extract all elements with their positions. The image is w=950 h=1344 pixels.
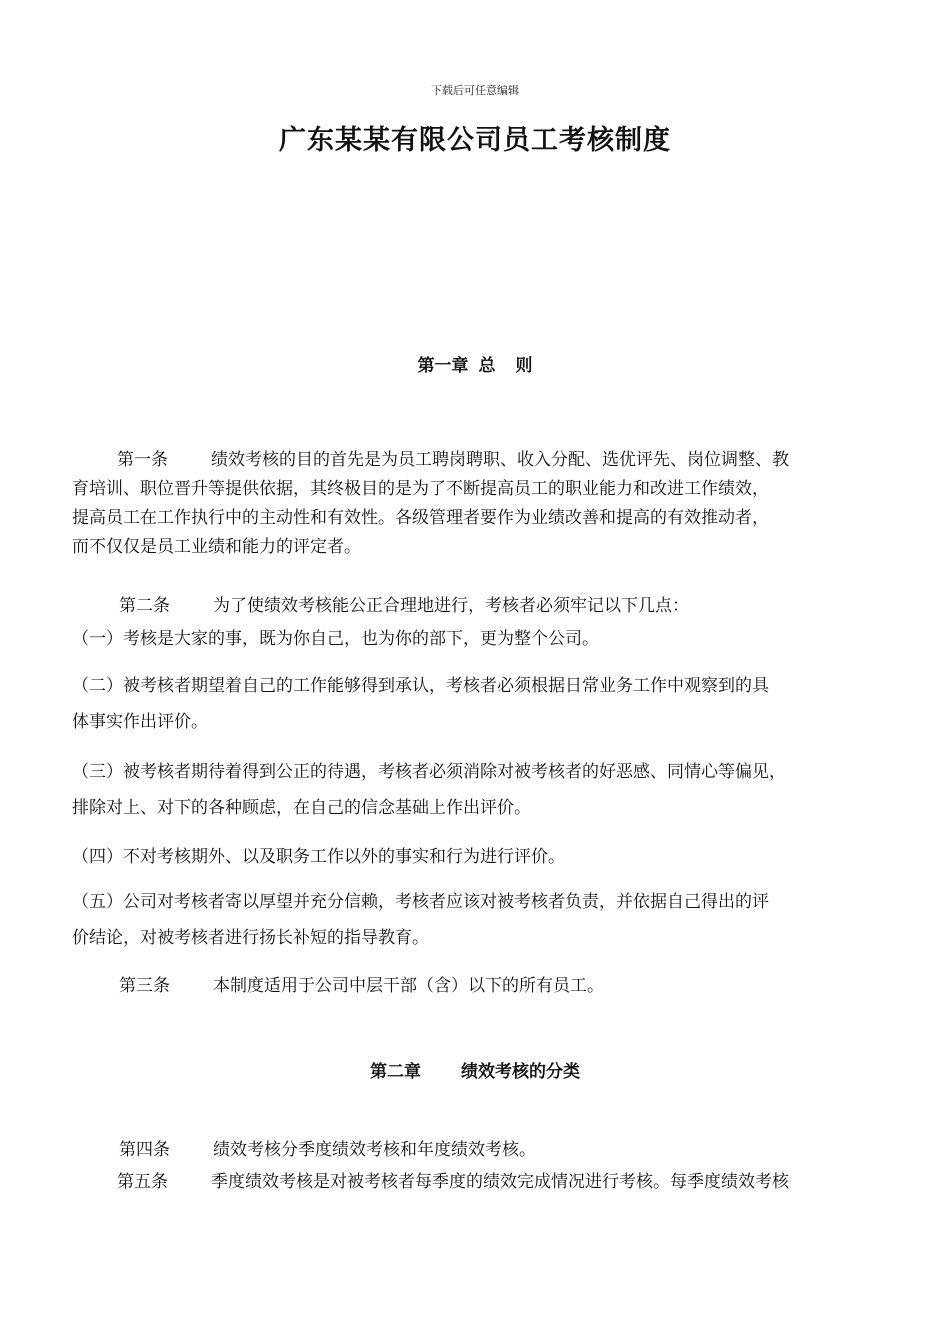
- list-item-5-line-2: 价结论，对被考核者进行扬长补短的指导教育。: [72, 928, 429, 948]
- list-item-3-line-2: 排除对上、对下的各种顾虑，在自己的信念基础上作出评价。: [72, 798, 531, 818]
- list-item-2-line-1: （二）被考核者期望着自己的工作能够得到承认，考核者必须根据日常业务工作中观察到的具: [72, 676, 769, 696]
- article-4-line: [72, 1136, 882, 1165]
- article-3-text: 本制度适用于公司中层干部（含）以下的所有员工。: [213, 976, 604, 996]
- article-3: [72, 972, 882, 1001]
- article-4-text: 绩效考核分季度绩效考核和年度绩效考核。: [213, 1140, 536, 1160]
- list-item-4-line-1: （四）不对考核期外、以及职务工作以外的事实和行为进行评价。: [72, 847, 565, 867]
- article-1-text-4: 而不仅仅是员工业绩和能力的评定者。: [72, 537, 361, 557]
- article-3-line: [72, 972, 882, 1001]
- list-item-3-line-1: （三）被考核者期待着得到公正的待遇，考核者必须消除对被考核者的好恶感、同情心等偏见，: [72, 762, 786, 782]
- chapter-2-name: 绩效考核的分类: [461, 1062, 580, 1082]
- chapter-1-number: 第一章: [417, 356, 469, 376]
- article-1-label: 第一条: [117, 450, 168, 470]
- list-item-2: [72, 672, 882, 737]
- article-5-text: 季度绩效考核是对被考核者每季度的绩效完成情况进行考核。每季度绩效考核: [211, 1172, 789, 1192]
- chapter-1-name-b: 则: [515, 356, 533, 376]
- article-1-text-3: 提高员工在工作执行中的主动性和有效性。各级管理者要作为业绩改善和提高的有效推动者，: [72, 508, 769, 528]
- list-item-4: [72, 843, 882, 872]
- article-5: [72, 1168, 882, 1197]
- article-2: [72, 592, 882, 621]
- article-1-text-1: 绩效考核的目的首先是为员工聘岗聘职、收入分配、选优评先、岗位调整、教: [211, 450, 789, 470]
- list-item-1: [72, 625, 882, 654]
- chapter-2-number: 第二章: [370, 1062, 421, 1082]
- article-1-line: [72, 446, 882, 475]
- article-3-label: 第三条: [119, 976, 170, 996]
- chapter-1-name-a: 总: [478, 356, 496, 376]
- chapter-2-heading: [0, 1057, 950, 1082]
- article-2-text: 为了使绩效考核能公正合理地进行，考核者必须牢记以下几点：: [213, 596, 689, 616]
- list-item-3: [72, 758, 882, 823]
- list-item-2-line-2: 体事实作出评价。: [72, 712, 208, 732]
- article-4-label: 第四条: [119, 1140, 170, 1160]
- list-item-5-line-1: （五）公司对考核者寄以厚望并充分信赖，考核者应该对被考核者负责，并依据自己得出的评: [72, 892, 769, 912]
- document-title: 广东某某有限公司员工考核制度: [279, 125, 671, 156]
- article-2-line: [72, 592, 882, 621]
- article-5-label: 第五条: [117, 1172, 168, 1192]
- article-2-label: 第二条: [119, 596, 170, 616]
- list-item-5: [72, 888, 882, 953]
- header-note: 下载后可任意编辑: [431, 84, 519, 97]
- chapter-1-heading: [0, 351, 950, 376]
- article-1: [72, 446, 882, 562]
- article-5-line: [72, 1168, 882, 1197]
- list-item-1-line-1: （一）考核是大家的事，既为你自己，也为你的部下，更为整个公司。: [72, 629, 599, 649]
- article-1-text-2: 育培训、职位晋升等提供依据，其终极目的是为了不断提高员工的职业能力和改进工作绩效，: [72, 479, 769, 499]
- article-4: [72, 1136, 882, 1165]
